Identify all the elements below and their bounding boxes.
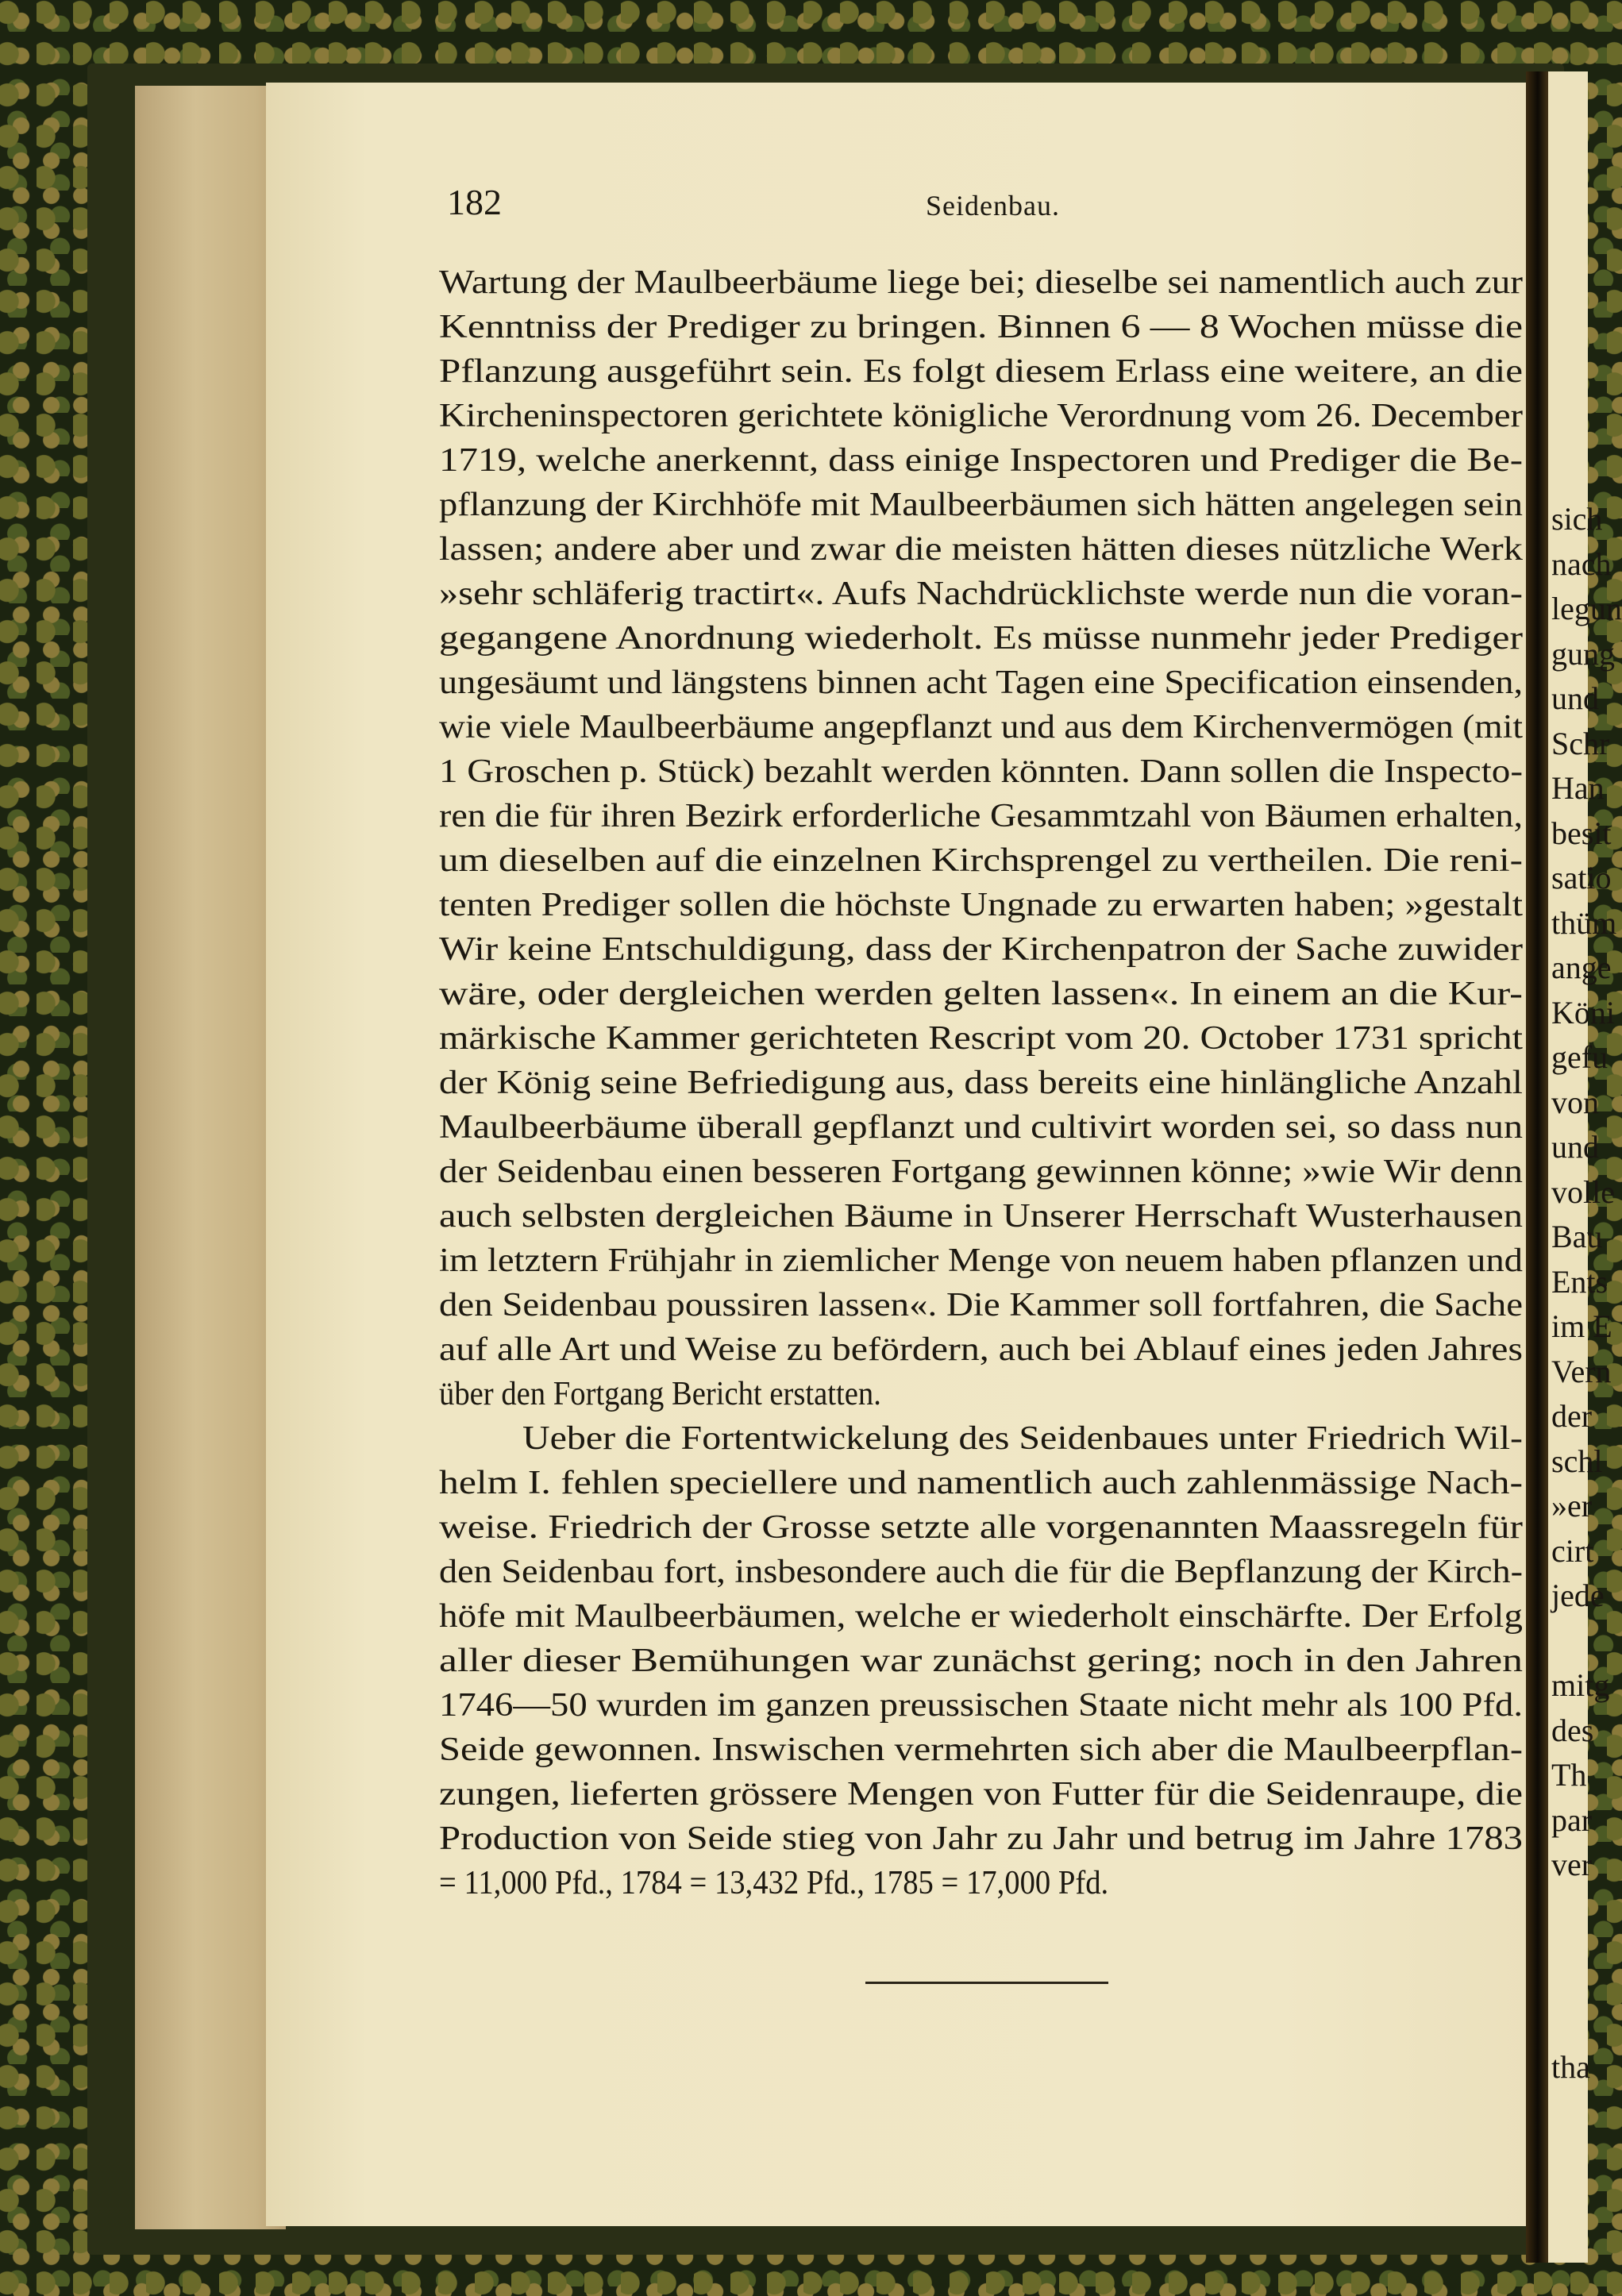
facing-page-word: jede (1551, 1578, 1605, 1613)
text-line-content: der König seine Befriedigung aus, dass bereits eine hinlängliche Anzahl (439, 1065, 1523, 1101)
facing-page-word: nach (1551, 545, 1612, 582)
page-number: 182 (447, 182, 502, 222)
text-line (439, 705, 1523, 749)
text-line (439, 1639, 1523, 1683)
paragraph (439, 260, 1523, 1416)
facing-page-word: Vern (1551, 1353, 1612, 1389)
facing-page-word: und (1551, 1129, 1599, 1165)
text-line (439, 394, 1523, 438)
text-line (439, 972, 1523, 1016)
text-line (439, 1683, 1523, 1728)
text-line (439, 1016, 1523, 1061)
text-line (439, 349, 1523, 394)
facing-page-word: des (1551, 1712, 1594, 1748)
text-line-content: Pflanzung ausgeführt sein. Es folgt diesem Erlass eine weitere, an die (439, 353, 1523, 390)
facing-page-word: der (1551, 1398, 1593, 1434)
facing-page-word: Han (1551, 770, 1605, 806)
text-line-content: auch selbsten dergleichen Bäume in Unserer Herrschaft Wusterhausen (439, 1198, 1523, 1235)
text-line (439, 838, 1523, 883)
text-line-content: den Seidenbau fort, insbesondere auch die für die Bepflanzung der Kirch- (439, 1554, 1523, 1590)
body-text (439, 260, 1523, 1905)
facing-page-word: »er (1551, 1488, 1593, 1524)
text-line-content: Ueber die Fortentwickelung des Seidenbaues unter Friedrich Wil- (522, 1420, 1523, 1457)
text-line (439, 1416, 1523, 1461)
text-line (439, 1061, 1523, 1105)
text-line-content: wäre, oder dergleichen werden gelten lassen«. In einem an die Kur- (439, 976, 1523, 1012)
text-line-content: Kenntniss der Prediger zu bringen. Binnen 6 — 8 Wochen müsse die (439, 309, 1523, 345)
book-gutter (1526, 71, 1550, 2263)
text-line (439, 260, 1523, 305)
text-line-content: um dieselben auf die einzelnen Kirchsprengel zu vertheilen. Die reni- (439, 842, 1523, 879)
text-line (439, 1816, 1523, 1861)
facing-page-word: thüm (1551, 904, 1617, 941)
facing-page-word: Th (1551, 1757, 1587, 1793)
facing-page-word: sich (1551, 501, 1603, 537)
text-line (439, 1461, 1523, 1505)
facing-page-word: Köni (1551, 994, 1615, 1031)
text-line (439, 794, 1523, 838)
text-line-content: auf alle Art und Weise zu befördern, auch bei Ablauf eines jeden Jahres (439, 1331, 1523, 1368)
text-line-content: 1746—50 wurden im ganzen preussischen Staate nicht mehr als 100 Pfd. (439, 1687, 1523, 1724)
text-line (439, 1505, 1523, 1550)
facing-page-word: Schr (1551, 725, 1610, 761)
text-line-content: ren die für ihren Bezirk erforderliche Gesammtzahl von Bäumen erhalten, (439, 798, 1523, 834)
text-line (439, 438, 1523, 483)
facing-page-word: Ents (1551, 1263, 1609, 1300)
facing-page-word: ange (1551, 950, 1612, 985)
text-line (439, 1772, 1523, 1816)
text-line-content: Maulbeerbäume überall gepflanzt und cultivirt worden sei, so dass nun (439, 1109, 1523, 1146)
facing-page-word: schl (1551, 1443, 1603, 1479)
text-line (439, 1728, 1523, 1772)
text-line (439, 1239, 1523, 1283)
text-line-content: helm I. fehlen speciellere und namentlich auch zahlenmässige Nach- (439, 1465, 1523, 1501)
facing-page-word: von (1551, 1084, 1599, 1120)
text-line-content: »sehr schläferig tractirt«. Aufs Nachdrücklichste werde nun die voran- (439, 576, 1523, 612)
running-title: Seidenbau. (926, 190, 1060, 222)
running-head (447, 181, 1523, 225)
text-line-content: gegangene Anordnung wiederholt. Es müsse nunmehr jeder Prediger (439, 620, 1523, 657)
text-line-content: tenten Prediger sollen die höchste Ungnade zu erwarten haben; »gestalt (439, 887, 1523, 923)
text-line-content: 1 Groschen p. Stück) bezahlt werden könnten. Dann sollen die Inspecto- (439, 753, 1523, 790)
text-line (439, 749, 1523, 794)
facing-page-word: besit (1551, 815, 1612, 851)
text-line-content: Seide gewonnen. Inswischen vermehrten sich aber die Maulbeerpflan- (439, 1732, 1523, 1768)
text-line-content: zungen, lieferten grössere Mengen von Futter für die Seidenraupe, die (439, 1776, 1523, 1813)
text-line-content: über den Fortgang Bericht erstatten. (439, 1376, 881, 1412)
facing-page-word: gung (1551, 635, 1615, 672)
text-line (439, 483, 1523, 527)
facing-page-word: im E (1551, 1308, 1612, 1344)
text-line (439, 527, 1523, 572)
text-line-content: aller dieser Bemühungen war zunächst gering; noch in den Jahren (439, 1643, 1523, 1679)
facing-page-word: Bau (1551, 1219, 1603, 1254)
text-line (439, 616, 1523, 661)
text-line (439, 1105, 1523, 1150)
facing-page-word: satio (1551, 860, 1612, 896)
page-stack-edge (135, 86, 286, 2229)
paragraph (439, 1416, 1523, 1905)
facing-page-word: cirt (1551, 1532, 1594, 1569)
facing-page-word: tha (1551, 2049, 1590, 2085)
text-line-content: märkische Kammer gerichteten Rescript vom 20. October 1731 spricht (439, 1020, 1524, 1057)
facing-page-word: ver (1551, 1847, 1593, 1882)
text-line-content: 1719, welche anerkennt, dass einige Inspectoren und Prediger die Be- (439, 442, 1523, 479)
text-line (439, 1283, 1523, 1327)
text-line (439, 661, 1523, 705)
text-line (439, 1594, 1523, 1639)
text-line (439, 1327, 1523, 1372)
text-line-content: der Seidenbau einen besseren Fortgang gewinnen könne; »wie Wir denn (439, 1154, 1523, 1190)
text-line-content: Kircheninspectoren gerichtete königliche Verordnung vom 26. December (439, 398, 1523, 434)
facing-page-word: par (1551, 1801, 1593, 1838)
text-line (439, 1194, 1523, 1239)
text-line-content: höfe mit Maulbeerbäumen, welche er wiederholt einschärfte. Der Erfolg (439, 1598, 1523, 1635)
text-line (439, 305, 1523, 349)
facing-page-fragment (1548, 71, 1622, 2263)
text-line-content: ungesäumt und längstens binnen acht Tagen eine Specification einsenden, (439, 665, 1523, 701)
text-line (439, 1372, 1523, 1416)
text-line-content: den Seidenbau poussiren lassen«. Die Kammer soll fortfahren, die Sache (439, 1287, 1523, 1323)
facing-page-word: volle (1551, 1173, 1615, 1210)
facing-page-word: mitg (1551, 1667, 1610, 1703)
text-line (439, 1150, 1523, 1194)
text-line-content: Production von Seide stieg von Jahr zu Jahr und betrug im Jahre 1783 (439, 1820, 1523, 1857)
text-line (439, 572, 1523, 616)
text-line-content: im letztern Frühjahr in ziemlicher Menge von neuem haben pflanzen und (439, 1242, 1523, 1279)
text-line-content: weise. Friedrich der Grosse setzte alle vorgenannten Maassregeln für (439, 1509, 1523, 1546)
text-line (439, 927, 1523, 972)
facing-page-word: gefu (1551, 1039, 1609, 1075)
text-line-content: wie viele Maulbeerbäume angepflanzt und aus dem Kirchenvermögen (mit (439, 709, 1523, 745)
text-line-content: Wartung der Maulbeerbäume liege bei; dieselbe sei namentlich auch zur (439, 264, 1524, 301)
text-line-content: lassen; andere aber und zwar die meisten hätten dieses nützliche Werk (439, 531, 1523, 568)
text-line-content: pflanzung der Kirchhöfe mit Maulbeerbäumen sich hätten angelegen sein (439, 487, 1523, 523)
facing-page-word: und (1551, 680, 1599, 716)
text-line (439, 1550, 1523, 1594)
section-end-rule (865, 1982, 1108, 1984)
text-line-content: Wir keine Entschuldigung, dass der Kirchenpatron der Sache zuwider (439, 931, 1523, 968)
facing-page-word: legun (1551, 591, 1622, 626)
text-line (439, 883, 1523, 927)
text-line-content: = 11,000 Pfd., 1784 = 13,432 Pfd., 1785 = 17,000 Pfd. (439, 1865, 1109, 1901)
text-line (439, 1861, 1523, 1905)
